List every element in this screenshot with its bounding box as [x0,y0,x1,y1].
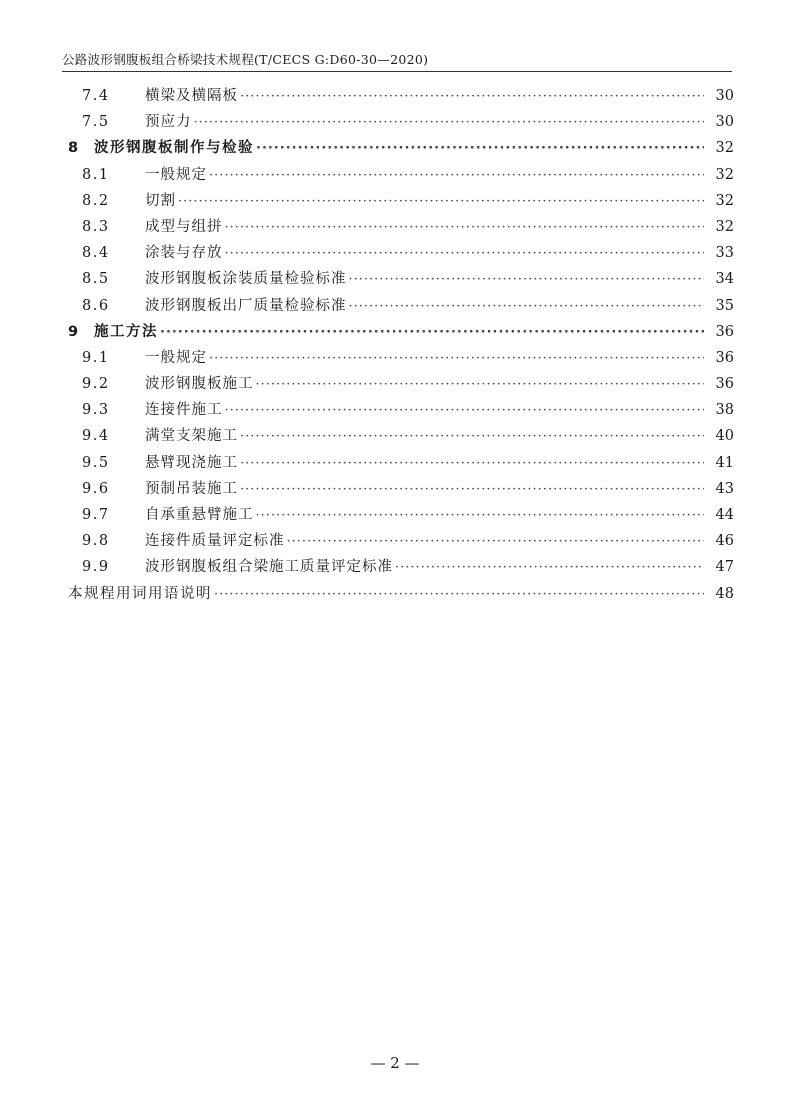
toc-entry-title: 波形钢腹板施工 [145,376,254,393]
toc-entry-number: 8.1 [82,166,110,183]
toc-entry-page: 44 [715,507,734,523]
toc-entry-page: 32 [715,140,734,157]
toc-entry-number: 9.1 [82,349,110,366]
toc-dot-leader [160,325,704,340]
toc-entry-page: 30 [715,88,734,104]
toc-dot-leader [240,482,704,497]
toc-dot-leader [225,403,705,418]
toc-dot-leader [209,351,704,366]
toc-entry-title: 连接件施工 [145,402,223,419]
toc-entry-page: 35 [715,297,734,314]
toc-entry-number: 7.4 [82,88,110,104]
toc-entry-title: 悬臂现浇施工 [145,454,238,471]
toc-chapter-entry[interactable] [62,320,734,346]
toc-dot-leader [194,115,705,130]
toc-entry-number: 9.2 [82,376,110,393]
toc-entry-page: 32 [715,192,734,209]
toc-entry-number: 8 [68,140,79,157]
toc-entry[interactable] [62,267,734,293]
toc-entry-title: 波形钢腹板制作与检验 [94,140,254,157]
toc-entry-title: 切割 [145,192,176,209]
toc-entry-title: 本规程用词用语说明 [68,585,212,602]
toc-entry-number: 8.5 [82,271,110,288]
toc-entry-title: 一般规定 [145,166,207,183]
toc-entry-title: 涂装与存放 [145,245,223,262]
toc-entry-page: 33 [715,245,734,262]
toc-entry-title: 波形钢腹板组合梁施工质量评定标准 [145,559,393,576]
page-number: — 2 — [370,1054,420,1072]
toc-dot-leader [349,299,705,314]
toc-entry-title: 预应力 [145,114,192,131]
toc-entry-page: 30 [715,114,734,131]
toc-entry-number: 9.8 [82,533,110,550]
toc-entry-number: 9.3 [82,402,110,419]
toc-entry-page: 32 [715,218,734,235]
toc-dot-leader [225,220,705,235]
toc-dot-leader [256,377,705,392]
toc-entry-number: 8.6 [82,297,110,314]
toc-entry-title: 预制吊装施工 [145,480,238,497]
toc-entry-title: 横梁及横隔板 [145,88,238,104]
toc-dot-leader [395,560,704,575]
toc-entry-title: 一般规定 [145,349,207,366]
toc-entry-number: 9.5 [82,454,110,471]
toc-chapter-entry[interactable] [62,136,734,162]
toc-entry-page: 36 [715,349,734,366]
toc-entry-number: 8.2 [82,192,110,209]
toc-entry[interactable] [62,503,734,529]
toc-entry-title: 自承重悬臂施工 [145,507,254,523]
toc-entry-title: 波形钢腹板出厂质量检验标准 [145,297,347,314]
toc-entry[interactable] [62,424,734,450]
toc-entry-page: 38 [715,402,734,419]
toc-dot-leader [240,89,704,104]
header-rule [62,71,732,72]
toc-entry[interactable] [62,555,734,581]
running-header: 公路波形钢腹板组合桥梁技术规程(T/CECS G:D60-30—2020) [62,52,429,67]
toc-dot-leader [256,141,704,156]
toc-entry-title: 波形钢腹板涂装质量检验标准 [145,271,347,288]
toc-entry[interactable] [62,477,734,503]
toc-entry-page: 43 [715,480,734,497]
toc-entry[interactable] [62,215,734,241]
toc-entry-page: 34 [715,271,734,288]
toc-entry-title: 成型与组拼 [145,218,223,235]
toc-entry-number: 8.4 [82,245,110,262]
toc-entry-page: 46 [715,533,734,550]
toc-entry-title: 满堂支架施工 [145,428,238,445]
toc-dot-leader [240,429,704,444]
toc-entry[interactable] [62,189,734,215]
toc-dot-leader [287,534,705,549]
toc-dot-leader [225,246,705,261]
toc-entry-number: 7.5 [82,114,110,131]
toc-entry-number: 8.3 [82,218,110,235]
table-of-contents [62,84,734,608]
toc-entry-page: 36 [715,323,734,340]
toc-entry-page: 40 [715,428,734,445]
toc-entry[interactable] [62,346,734,372]
toc-entry-title: 连接件质量评定标准 [145,533,285,550]
toc-entry-number: 9.7 [82,507,110,523]
toc-entry-number: 9.6 [82,480,110,497]
toc-dot-leader [209,168,704,183]
toc-entry[interactable] [62,294,734,320]
toc-entry[interactable] [62,451,734,477]
toc-entry[interactable] [62,398,734,424]
toc-entry[interactable] [62,372,734,398]
toc-dot-leader [240,456,704,471]
toc-entry-page: 32 [715,166,734,183]
toc-entry-page: 48 [715,585,734,602]
toc-entry[interactable] [62,529,734,555]
toc-entry-number: 9.9 [82,559,110,576]
toc-entry-number: 9.4 [82,428,110,445]
toc-entry[interactable] [62,84,734,110]
toc-entry-number: 9 [68,323,79,340]
toc-entry[interactable] [62,582,734,608]
toc-entry-title: 施工方法 [94,323,158,340]
toc-dot-leader [256,508,705,523]
toc-entry[interactable] [62,110,734,136]
toc-entry-page: 47 [715,559,734,576]
toc-entry-page: 36 [715,376,734,393]
toc-entry[interactable] [62,241,734,267]
toc-entry-page: 41 [715,454,734,471]
toc-dot-leader [178,194,704,209]
toc-dot-leader [349,272,705,287]
toc-dot-leader [214,587,704,602]
toc-entry[interactable] [62,163,734,189]
